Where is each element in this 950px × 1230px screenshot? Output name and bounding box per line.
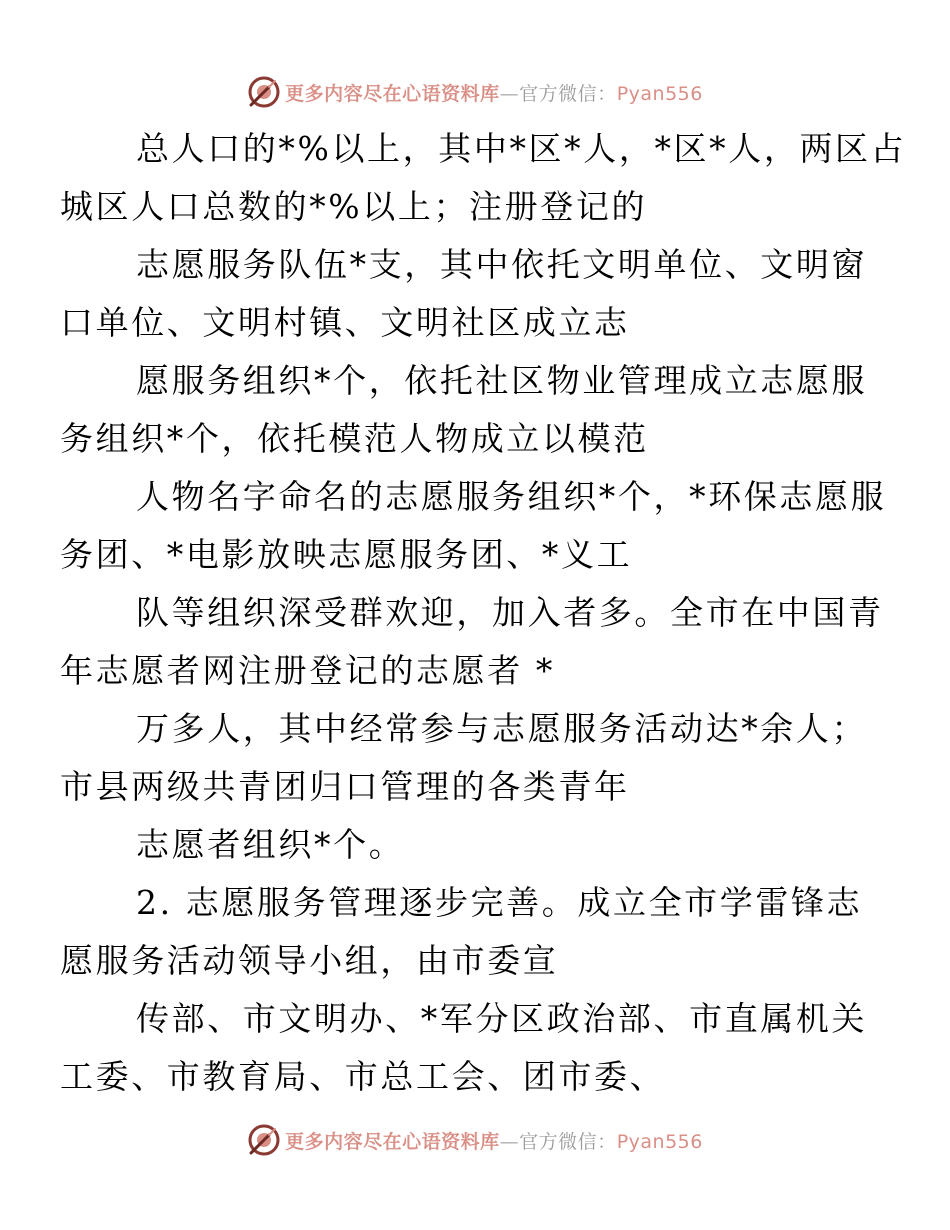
paragraph-line: 总人口的*%以上，其中*区*人，*区*人，两区占 xyxy=(136,129,907,168)
header-brand-text: 更多内容尽在心语资料库 xyxy=(285,82,500,105)
paragraph xyxy=(60,352,868,468)
footer-separator: — xyxy=(499,1130,520,1153)
paragraph-line: 愿服务组织*个，依托社区物业管理成立志愿服 xyxy=(136,361,868,400)
footer-watermark xyxy=(0,1118,950,1162)
paragraph-line-continued: 工委、市教育局、市总工会、团市委、 xyxy=(60,1057,666,1096)
paragraph xyxy=(60,990,868,1106)
paragraph-line-continued: 口单位、文明村镇、文明社区成立志 xyxy=(60,303,630,342)
paragraph xyxy=(60,236,868,352)
paragraph-line-continued: 务组织*个，依托模范人物成立以模范 xyxy=(60,419,649,458)
paragraph-line-continued: 年志愿者网注册登记的志愿者 * xyxy=(60,651,555,690)
paragraph-line-continued: 愿服务活动领导小组，由市委宣 xyxy=(60,941,559,980)
logo-icon xyxy=(247,1123,281,1157)
paragraph xyxy=(60,584,884,700)
paragraph-line: 2. 志愿服务管理逐步完善。成立全市学雷锋志 xyxy=(136,883,863,922)
paragraph-line: 志愿服务队伍*支，其中依托文明单位、文明窗 xyxy=(136,245,868,284)
paragraph xyxy=(60,700,868,816)
header-contact-id: Pyan556 xyxy=(616,82,703,105)
paragraph-line: 人物名字命名的志愿服务组织*个，*环保志愿服 xyxy=(136,477,887,516)
header-watermark xyxy=(0,70,950,114)
paragraph-line-continued: 务团、*电影放映志愿服务团、*义工 xyxy=(60,535,633,574)
paragraph-heading-2 xyxy=(60,874,863,990)
paragraph xyxy=(60,468,887,584)
paragraph-line-continued: 市县两级共青团归口管理的各类青年 xyxy=(60,767,630,806)
paragraph-line-continued: 城区人口总数的*%以上；注册登记的 xyxy=(60,187,648,226)
paragraph-line: 传部、市文明办、*军分区政治部、市直属机关 xyxy=(136,999,868,1038)
paragraph xyxy=(60,120,907,236)
paragraph-line: 万多人，其中经常参与志愿服务活动达*余人； xyxy=(136,709,868,748)
logo-icon xyxy=(247,75,281,109)
paragraph xyxy=(98,816,858,874)
header-contact-label: 官方微信： xyxy=(519,82,617,105)
footer-brand-text: 更多内容尽在心语资料库 xyxy=(285,1130,500,1153)
footer-contact-id: Pyan556 xyxy=(616,1130,703,1153)
document-body xyxy=(60,120,907,1106)
paragraph-line: 志愿者组织*个。 xyxy=(136,825,405,864)
header-separator: — xyxy=(499,82,520,105)
paragraph-line: 队等组织深受群欢迎，加入者多。全市在中国青 xyxy=(136,593,884,632)
footer-contact-label: 官方微信： xyxy=(519,1130,617,1153)
